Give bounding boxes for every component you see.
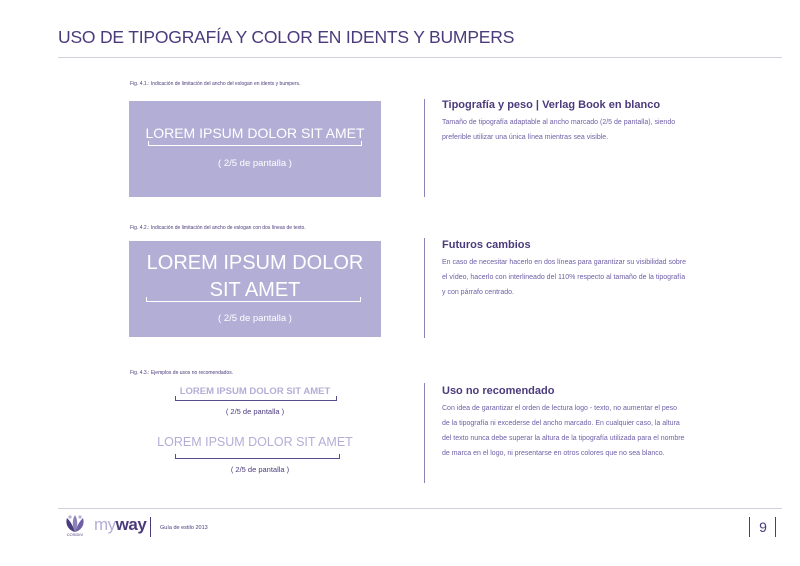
section-heading-3: Uso no recomendado — [442, 385, 555, 397]
brand-logo — [94, 515, 146, 535]
section-body-1 — [442, 115, 742, 145]
sample-box-2 — [129, 241, 381, 337]
flower-logo-icon — [62, 514, 88, 534]
bad-example-bracket-2 — [175, 454, 340, 459]
section-heading-2: Futuros cambios — [442, 239, 531, 251]
bad-example-bold: LOREM IPSUM DOLOR SIT AMET — [179, 386, 331, 397]
sample-box-1 — [129, 101, 381, 197]
section-body-2 — [442, 255, 742, 300]
page-number: 9 — [759, 519, 767, 535]
body-line: Tamaño de tipografía adaptable al ancho marcado (2/5 de pantalla), siendo — [442, 119, 676, 126]
body-line: y con párrafo centrado. — [442, 289, 514, 296]
sample-text-1: LOREM IPSUM DOLOR SIT AMET — [145, 125, 365, 141]
body-line: del texto nunca debe superar la altura de la tipografía utilizada para el nombre — [442, 435, 685, 442]
page-number-left-bar — [749, 517, 750, 537]
body-line: el vídeo, hacerlo con interlineado del 110% respecto al tamaño de la tipografía — [442, 274, 686, 281]
bad-example-wide: LOREM IPSUM DOLOR SIT AMET — [157, 435, 353, 449]
figure-caption-1: Fig. 4.1.: Indicación de limitación del ancho del eslogan en idents y bumpers. — [130, 81, 301, 87]
header-rule — [58, 57, 782, 58]
width-bracket-2 — [146, 297, 361, 302]
divider-2 — [424, 238, 425, 338]
footer-rule — [58, 508, 782, 509]
bad-examples — [129, 384, 381, 484]
measure-label-1: ( 2/5 de pantalla ) — [218, 158, 292, 169]
org-label: COSIDIV — [66, 532, 84, 537]
brand-my: my — [94, 515, 116, 534]
sample-line: SIT AMET — [209, 279, 301, 301]
guide-label: Guía de estilo 2013 — [160, 525, 208, 531]
page-number-right-bar — [775, 517, 776, 537]
bad-example-measure-2: ( 2/5 de pantalla ) — [230, 465, 290, 474]
section-heading-1: Tipografía y peso | Verlag Book en blanco — [442, 99, 661, 111]
body-line: de la tipografía ni excederse del ancho marcado. En cualquier caso, la altura — [442, 420, 680, 427]
bad-example-measure-1: ( 2/5 de pantalla ) — [225, 407, 285, 416]
width-bracket-1 — [148, 141, 362, 146]
body-line: Con idea de garantizar el orden de lectura logo - texto, no aumentar el peso — [442, 405, 678, 412]
figure-caption-2: Fig. 4.2.: Indicación de limitación del ancho de eslogan con dos líneas de texto. — [130, 225, 306, 231]
brand-way: way — [115, 515, 147, 534]
page-title: USO DE TIPOGRAFÍA Y COLOR EN IDENTS Y BUMPERS — [58, 27, 515, 47]
body-line: preferible utilizar una única línea mientras sea visible. — [442, 134, 609, 141]
body-line: En caso de necesitar hacerlo en dos líneas para garantizar su visibilidad sobre — [442, 259, 686, 266]
divider-3 — [424, 383, 425, 483]
footer-divider — [150, 517, 151, 537]
divider-1 — [424, 99, 425, 197]
figure-caption-3: Fig. 4.3.: Ejemplos de usos no recomendados. — [130, 370, 234, 376]
sample-text-2 — [129, 250, 381, 304]
cosidiv-logo — [62, 514, 88, 540]
bad-example-bracket-1 — [175, 396, 337, 401]
body-line: de marca en el logo, ni presentarse en otros colores que no sea blanco. — [442, 450, 665, 457]
sample-line: LOREM IPSUM DOLOR — [146, 252, 364, 274]
section-body-3 — [442, 401, 742, 461]
measure-label-2: ( 2/5 de pantalla ) — [218, 313, 292, 324]
